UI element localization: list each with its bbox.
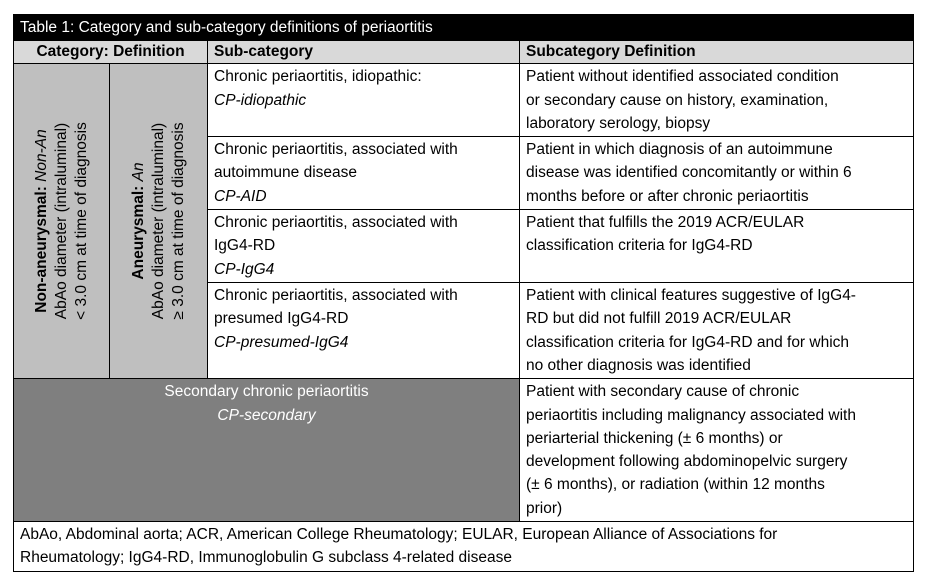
subcategory-cell: Chronic periaortitis, associated with IgG4-RD CP-IgG4 <box>208 210 520 283</box>
aneurysmal-name: Aneurysmal <box>129 191 147 280</box>
non-aneurysmal-line2: AbAo diameter (intraluminal) <box>52 123 70 320</box>
subcategory-abbrev: CP-IgG4 <box>214 260 275 278</box>
definition-cell: Patient with clinical features suggestive of IgG4- RD but did not fulfill 2019 ACR/EULAR classification criteria for IgG4-RD and for which no other diagnosis was identified <box>520 283 914 379</box>
non-aneurysmal-line3: < 3.0 cm at time of diagnosis <box>72 122 90 321</box>
periaortitis-definitions-table <box>13 14 914 572</box>
subcategory-abbrev: CP-AID <box>214 187 267 205</box>
subcategory-cell: Chronic periaortitis, idiopathic: CP-idiopathic <box>208 64 520 137</box>
definition-cell: Patient in which diagnosis of an autoimmune disease was identified concomitantly or within 6 months before or after chronic periaortitis <box>520 137 914 210</box>
secondary-abbrev: CP-secondary <box>217 406 316 424</box>
aneurysmal-line2: AbAo diameter (intraluminal) <box>149 123 167 320</box>
subcategory-abbrev: CP-presumed-IgG4 <box>214 333 349 351</box>
non-aneurysmal-category-text: Non-aneurysmal: Non-An AbAo diameter (intraluminal) < 3.0 cm at time of diagnosis <box>32 79 92 364</box>
aneurysmal-line3: ≥ 3.0 cm at time of diagnosis <box>169 122 187 320</box>
category-header: Category: Definition <box>14 41 208 64</box>
secondary-label: Secondary chronic periaortitis <box>164 383 369 401</box>
footnote-row <box>14 522 914 572</box>
table-title: Table 1: Category and sub-category definitions of periaortitis <box>14 15 914 41</box>
aneurysmal-category-cell <box>110 64 208 379</box>
non-aneurysmal-name: Non-aneurysmal <box>32 191 50 314</box>
definition-header: Subcategory Definition <box>520 41 914 64</box>
footnote: AbAo, Abdominal aorta; ACR, American College Rheumatology; EULAR, European Alliance of Associations for Rheumatology; IgG4-RD, Immunoglobulin G subclass 4-related disease <box>14 522 914 572</box>
definition-cell: Patient with secondary cause of chronic periaortitis including malignancy associated with periarterial thickening (± 6 months) or development following abdominopelvic surgery (± 6 months), or radiation (within 12 months prior) <box>520 379 914 522</box>
secondary-category-cell <box>14 379 520 522</box>
subcategory-cell: Chronic periaortitis, associated with autoimmune disease CP-AID <box>208 137 520 210</box>
non-aneurysmal-abbrev: Non-An <box>32 129 50 183</box>
non-aneurysmal-category-cell <box>14 64 110 379</box>
aneurysmal-abbrev: An <box>129 162 147 182</box>
subcategory-cell: Chronic periaortitis, associated with presumed IgG4-RD CP-presumed-IgG4 <box>208 283 520 379</box>
subcategory-abbrev: CP-idiopathic <box>214 91 307 109</box>
aneurysmal-category-text: Aneurysmal: An AbAo diameter (intraluminal) ≥ 3.0 cm at time of diagnosis <box>129 79 189 364</box>
definition-cell: Patient without identified associated condition or secondary cause on history, examination, laboratory serology, biopsy <box>520 64 914 137</box>
subcategory-header: Sub-category <box>208 41 520 64</box>
secondary-row <box>14 379 914 522</box>
table-row <box>14 64 914 137</box>
definition-cell: Patient that fulfills the 2019 ACR/EULAR classification criteria for IgG4-RD <box>520 210 914 283</box>
